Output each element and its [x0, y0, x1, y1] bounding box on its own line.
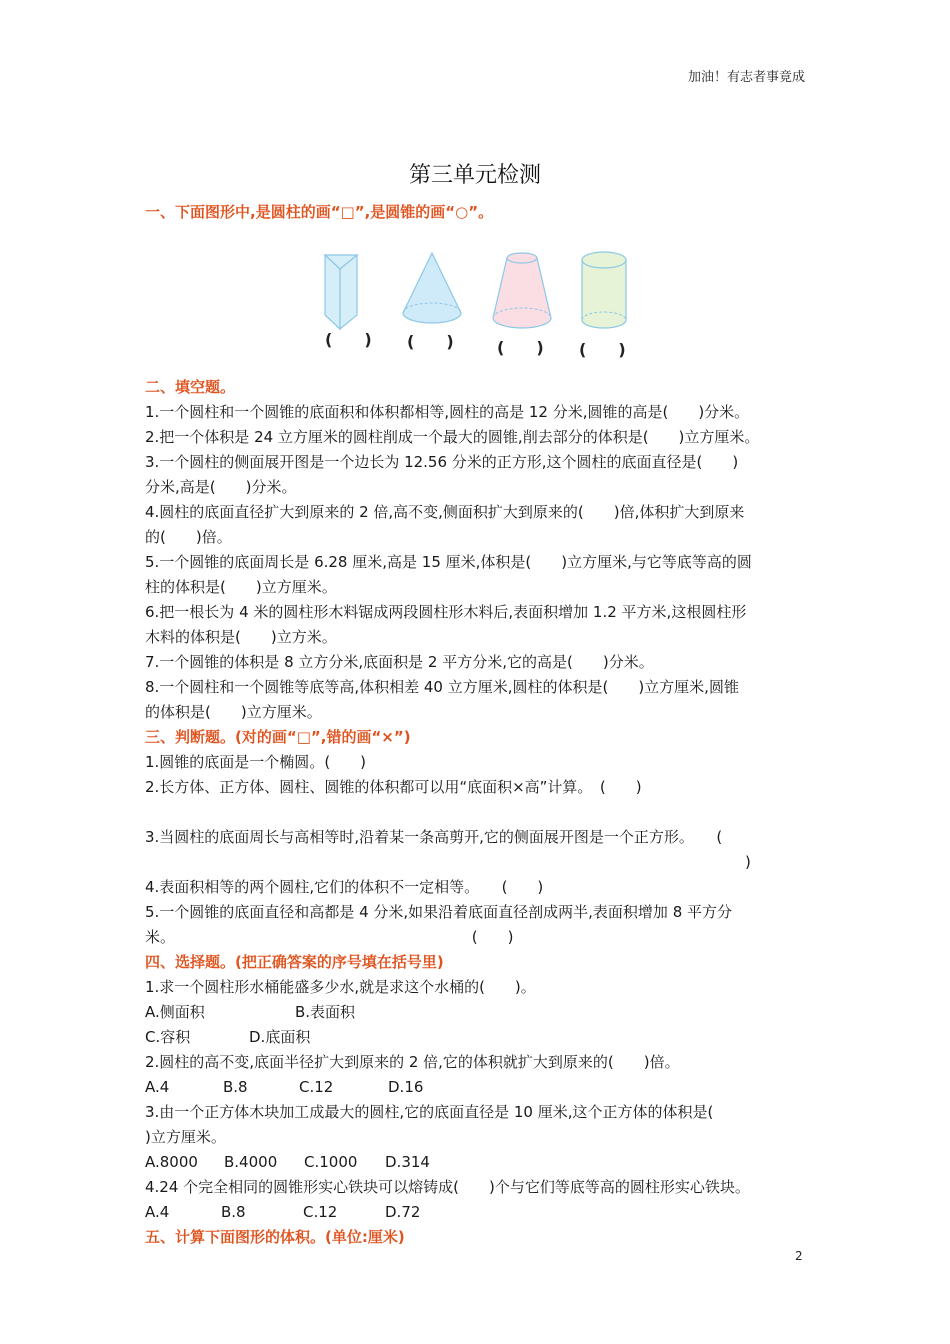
fill-q8-line2: 的体积是( )立方厘米。: [145, 703, 322, 721]
page-number: 2: [795, 1249, 803, 1263]
judge-q1: 1.圆锥的底面是一个椭圆。( ): [145, 753, 367, 771]
choice-q3-option-b: B.4000: [224, 1153, 278, 1171]
choice-q2-option-a: A.4: [145, 1078, 170, 1096]
shapes-illustration: [145, 233, 813, 333]
choice-q2: 2.圆柱的高不变,底面半径扩大到原来的 2 倍,它的体积就扩大到原来的( )倍。: [145, 1053, 680, 1071]
fill-q4-line1: 4.圆柱的底面直径扩大到原来的 2 倍,高不变,侧面积扩大到原来的( )倍,体积扩大到原来: [145, 503, 745, 521]
fill-q6-line1: 6.把一根长为 4 米的圆柱形木料锯成两段圆柱形木料后,表面积增加 1.2 平方米,这根圆柱形: [145, 603, 747, 621]
judge-spacer: [145, 800, 813, 825]
fill-q1: 1.一个圆柱和一个圆锥的底面积和体积都相等,圆柱的高是 12 分米,圆锥的高是( )分米。: [145, 403, 750, 421]
fill-q4-line2: 的( )倍。: [145, 528, 232, 546]
choice-q3-line1: 3.由一个正方体木块加工成最大的圆柱,它的底面直径是 10 厘米,这个正方体的体积是(: [145, 1103, 714, 1121]
choice-q3-options: [145, 1150, 813, 1175]
choice-q1-option-a: A.侧面积: [145, 1003, 205, 1021]
choice-q4-option-a: A.4: [145, 1203, 170, 1221]
choice-q1-options-row1: [145, 1000, 813, 1025]
judge-q3-close: ): [745, 853, 751, 871]
section4-heading: 四、选择题。(把正确答案的序号填在括号里): [145, 953, 444, 971]
choice-q1-option-c: C.容积: [145, 1028, 191, 1046]
cylinder-shape: [582, 252, 626, 328]
section2-heading: 二、填空题。: [145, 378, 236, 396]
page-title: 第三单元检测: [408, 163, 541, 188]
shape4-answer[interactable]: ( ): [579, 340, 626, 359]
choice-q1-option-b: B.表面积: [295, 1003, 356, 1021]
choice-q1-option-d: D.底面积: [249, 1028, 311, 1046]
fill-q5-line2: 柱的体积是( )立方厘米。: [145, 578, 337, 596]
choice-q4-options: [145, 1200, 813, 1225]
choice-q3-option-d: D.314: [385, 1153, 430, 1171]
section1-heading: 一、下面图形中,是圆柱的画“□”,是圆锥的画“○”。: [145, 203, 494, 221]
choice-q3-line2: )立方厘米。: [145, 1128, 226, 1146]
fill-q3-line1: 3.一个圆柱的侧面展开图是一个边长为 12.56 分米的正方形,这个圆柱的底面直径是( ): [145, 453, 739, 471]
judge-q2: 2.长方体、正方体、圆柱、圆锥的体积都可以用“底面积×高”计算。 ( ): [145, 778, 642, 796]
fill-q7: 7.一个圆锥的体积是 8 立方分米,底面积是 2 平方分米,它的高是( )分米。: [145, 653, 654, 671]
judge-q5-text: 米。: [145, 928, 176, 946]
shape3-answer[interactable]: ( ): [497, 338, 544, 357]
cone-shape: [403, 253, 461, 323]
judge-q5-answer[interactable]: ( ): [471, 928, 514, 946]
worksheet-content: [145, 200, 813, 1250]
judge-q3: 3.当圆柱的底面周长与高相等时,沿着某一条高剪开,它的侧面展开图是一个正方形。 (: [145, 828, 723, 846]
fill-q6-line2: 木料的体积是( )立方米。: [145, 628, 337, 646]
shapes-row: [145, 225, 813, 375]
choice-q4: 4.24 个完全相同的圆锥形实心铁块可以熔铸成( )个与它们等底等高的圆柱形实心铁块。: [145, 1178, 750, 1196]
choice-q2-options: [145, 1075, 813, 1100]
choice-q1-options-row2: [145, 1025, 813, 1050]
choice-q2-option-d: D.16: [388, 1078, 424, 1096]
judge-q5-line2: [145, 925, 813, 950]
choice-q4-option-d: D.72: [385, 1203, 421, 1221]
prism-shape: [325, 255, 357, 329]
fill-q2: 2.把一个体积是 24 立方厘米的圆柱削成一个最大的圆锥,削去部分的体积是( )立方厘米。: [145, 428, 760, 446]
section5-heading: 五、计算下面图形的体积。(单位:厘米): [145, 1228, 405, 1246]
fill-blank-list: [145, 400, 813, 725]
frustum-shape: [493, 253, 551, 328]
choice-q3-option-a: A.8000: [145, 1153, 198, 1171]
choice-q2-option-c: C.12: [299, 1078, 334, 1096]
fill-q5-line1: 5.一个圆锥的底面周长是 6.28 厘米,高是 15 厘米,体积是( )立方厘米,与它等底等高的圆: [145, 553, 752, 571]
fill-q3-line2: 分米,高是( )分米。: [145, 478, 297, 496]
fill-q8-line1: 8.一个圆柱和一个圆锥等底等高,体积相差 40 立方厘米,圆柱的体积是( )立方厘米,圆锥: [145, 678, 739, 696]
judge-q4: 4.表面积相等的两个圆柱,它们的体积不一定相等。 ( ): [145, 878, 544, 896]
judge-q5-line1: 5.一个圆锥的底面直径和高都是 4 分米,如果沿着底面直径剖成两半,表面积增加 8 平方分: [145, 903, 733, 921]
shape1-answer[interactable]: ( ): [325, 330, 372, 349]
section3-heading: 三、判断题。(对的画“□”,错的画“×”): [145, 728, 411, 746]
choice-q2-option-b: B.8: [223, 1078, 248, 1096]
choice-q1: 1.求一个圆柱形水桶能盛多少水,就是求这个水桶的( )。: [145, 978, 536, 996]
choice-q4-option-c: C.12: [303, 1203, 338, 1221]
choice-q3-option-c: C.1000: [304, 1153, 358, 1171]
header-motto: 加油！有志者事竟成: [687, 70, 805, 85]
choice-q4-option-b: B.8: [221, 1203, 246, 1221]
shape2-answer[interactable]: ( ): [407, 332, 454, 351]
